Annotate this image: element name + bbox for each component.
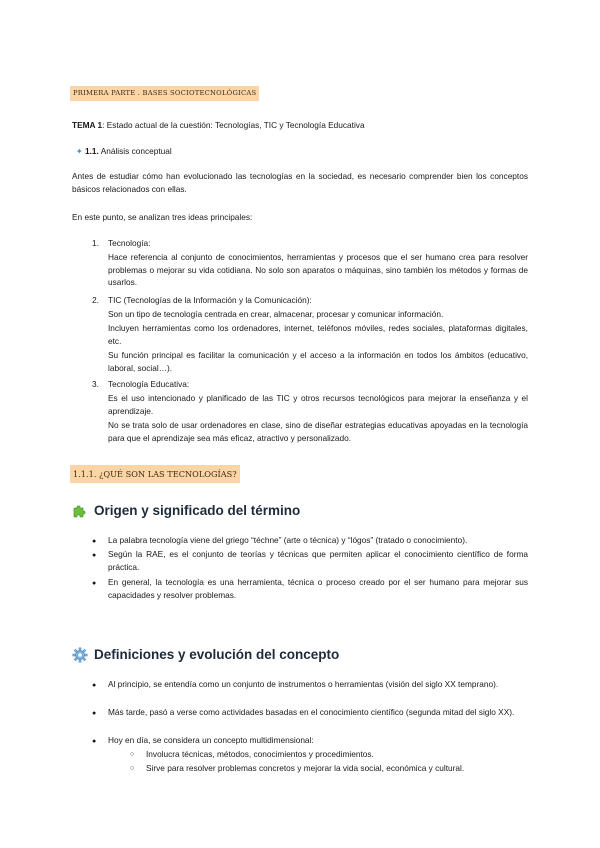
- definitions-bullet-3: Hoy en día, se considera un concepto multidimensional:: [108, 735, 314, 745]
- bullet-icon: ●: [92, 580, 97, 587]
- idea-item-2: [92, 294, 528, 374]
- intro-paragraph: Antes de estudiar cómo han evolucionado las tecnologías en la sociedad, es necesario comprender bien los conceptos básicos relacionados con ellas.: [72, 171, 528, 194]
- idea-description: Incluyen herramientas como los ordenadores, internet, teléfonos móviles, redes sociales, plataformas digitales, etc.: [108, 323, 528, 346]
- ideas-intro: En este punto, se analizan tres ideas principales:: [72, 212, 253, 222]
- idea-description: Son un tipo de tecnología centrada en crear, almacenar, procesar y comunicar información.: [108, 309, 444, 319]
- idea-description: No se trata solo de usar ordenadores en clase, sino de diseñar estrategias educativas apoyadas en la tecnología para que el aprendizaje sea más eficaz, atractivo y personalizado.: [108, 420, 528, 443]
- tema-text: : Estado actual de la cuestión: Tecnologías, TIC y Tecnología Educativa: [102, 120, 365, 130]
- origin-heading-text: Origen y significado del término: [94, 503, 301, 518]
- tema-prefix: TEMA 1: [72, 120, 103, 130]
- idea-number: 3.: [92, 379, 99, 389]
- idea-description: Su función principal es facilitar la comunicación y el acceso a la información en todos los ámbitos (educativo, laboral, social…).: [108, 350, 528, 373]
- origin-bullet-2: Según la RAE, es el conjunto de teorías y técnicas que permiten aplicar el conocimiento científico de forma práctica.: [108, 549, 528, 572]
- idea-title: Tecnología:: [108, 238, 151, 248]
- gear-icon: [72, 647, 88, 663]
- idea-description: Hace referencia al conjunto de conocimientos, herramientas y procesos que el ser humano crea para resolver problemas o mejorar su vida cotidiana. No solo son aparatos o máquinas, sino también los métodos y formas de usarlos.: [108, 252, 528, 288]
- idea-item-3: [92, 378, 528, 448]
- idea-title: Tecnología Educativa:: [108, 379, 190, 389]
- origin-bullet-1: La palabra tecnología viene del griego “téchne” (arte o técnica) y “lógos” (tratado o conocimiento).: [108, 535, 468, 545]
- bullet-icon: ●: [92, 710, 97, 717]
- idea-number: 1.: [92, 238, 99, 248]
- bullet-icon: ●: [92, 682, 97, 689]
- diamond-bullet-icon: ✦: [76, 147, 83, 156]
- section-label: 1.1.1. ¿QUÉ SON LAS TECNOLOGÍAS?: [70, 465, 240, 483]
- subsection-heading: [76, 145, 172, 159]
- idea-title: TIC (Tecnologías de la Información y la Comunicación):: [108, 295, 312, 305]
- bullet-icon: ●: [92, 552, 97, 559]
- bullet-icon: ●: [92, 738, 97, 745]
- circle-bullet-icon: ○: [130, 751, 135, 758]
- definitions-bullet-1: Al principio, se entendía como un conjunto de instrumentos o herramientas (visión del siglo XX temprano).: [108, 679, 499, 689]
- definitions-sub-bullet-2: Sirve para resolver problemas concretos y mejorar la vida social, económica y cultural.: [146, 763, 465, 773]
- subsection-number: 1.1.: [85, 146, 99, 156]
- subsection-title: Análisis conceptual: [98, 146, 172, 156]
- definitions-sub-bullet-1: Involucra técnicas, métodos, conocimientos y procedimientos.: [146, 749, 374, 759]
- circle-bullet-icon: ○: [130, 765, 135, 772]
- idea-item-1: [92, 237, 528, 289]
- idea-description: Es el uso intencionado y planificado de las TIC y otros recursos tecnológicos para mejorar la enseñanza y el aprendizaje.: [108, 393, 528, 416]
- origin-bullet-3: En general, la tecnología es una herramienta, técnica o proceso creado por el ser humano para mejorar sus capacidades y resolver problemas.: [108, 577, 528, 600]
- puzzle-icon: [72, 503, 88, 519]
- bullet-icon: ●: [92, 538, 97, 545]
- definitions-heading: [72, 647, 339, 663]
- origin-heading: [72, 503, 300, 519]
- definitions-bullet-2: Más tarde, pasó a verse como actividades basadas en el conocimiento científico (segunda mitad del siglo XX).: [108, 707, 515, 717]
- definitions-heading-text: Definiciones y evolución del concepto: [94, 647, 340, 662]
- tema-title: [72, 119, 532, 132]
- idea-number: 2.: [92, 295, 99, 305]
- part-label: PRIMERA PARTE . BASES SOCIOTECNOLÓGICAS: [70, 86, 259, 101]
